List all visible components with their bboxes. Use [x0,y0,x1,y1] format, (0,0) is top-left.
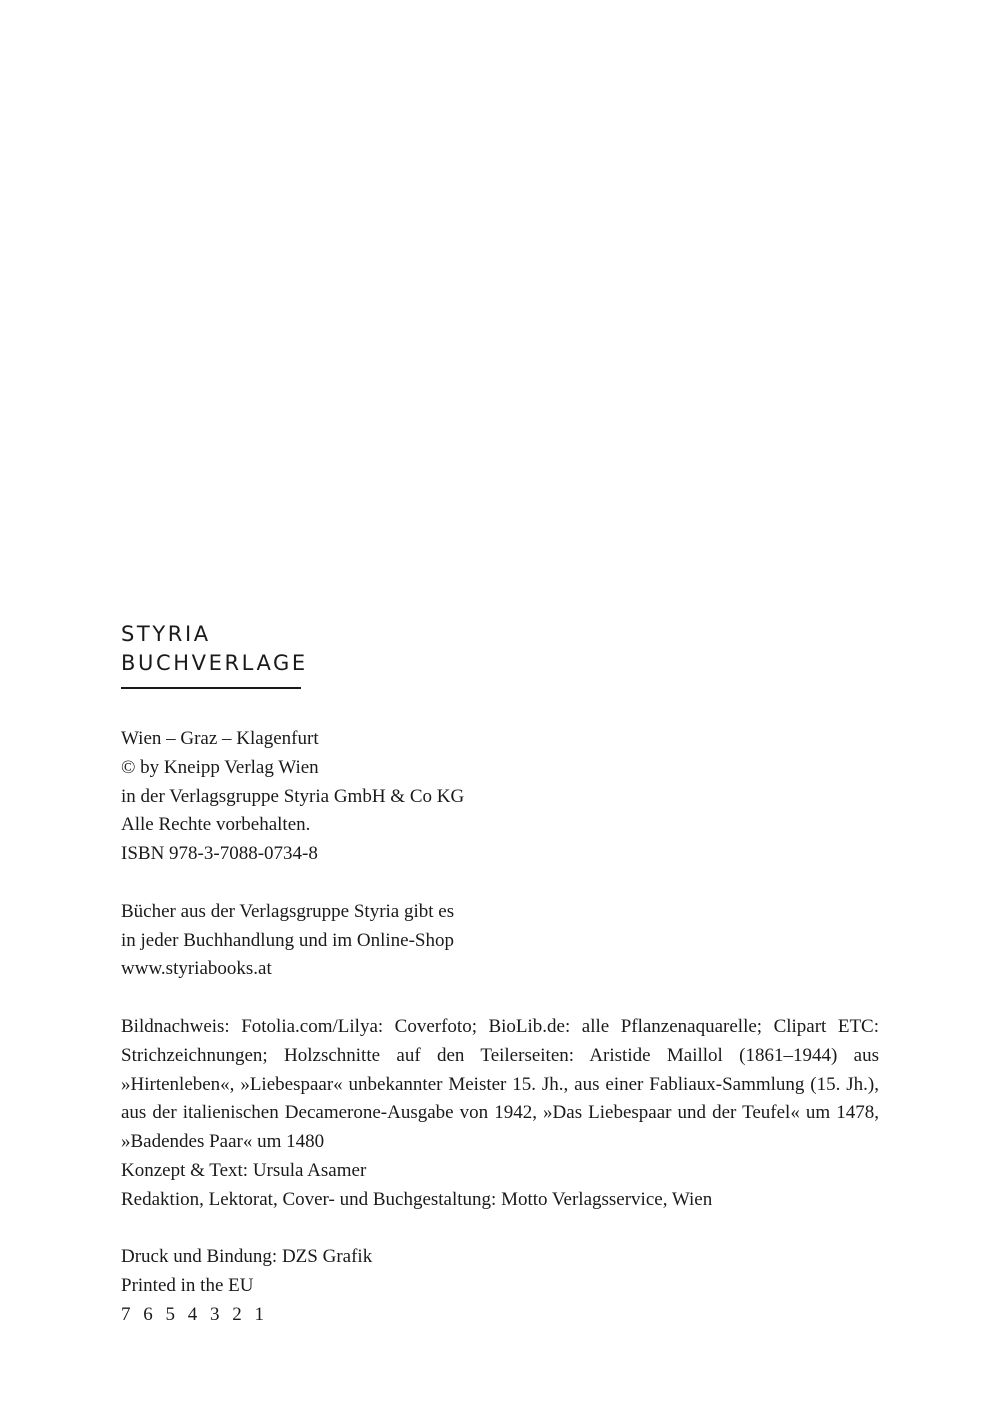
publisher-logo [121,620,881,689]
publisher-group-line: in der Verlagsgruppe Styria GmbH & Co KG [121,785,465,807]
shop-line-2: in jeder Buchhandlung und im Online-Shop [121,929,454,951]
printed-in-line: Printed in the EU [121,1275,254,1297]
logo-line-1: STYRIA [121,622,211,646]
isbn-line: ISBN 978-3-7088-0734-8 [121,843,318,865]
address-block [121,725,881,869]
print-block [121,1243,881,1329]
logo-line-2: BUCHVERLAGE [121,651,308,675]
imprint-page [121,620,881,1330]
shop-info-block [121,898,881,984]
credits-block [121,1013,881,1215]
print-run-numbers: 7 6 5 4 3 2 1 [121,1303,268,1325]
logo-underline [121,687,301,689]
concept-credit: Konzept & Text: Ursula Asamer [121,1159,367,1181]
rights-line: Alle Rechte vorbehalten. [121,814,311,836]
shop-line-1: Bücher aus der Verlagsgruppe Styria gibt es [121,900,455,922]
image-credits: Bildnachweis: Fotolia.com/Lilya: Coverfoto; BioLib.de: alle Pflanzenaquarelle; Clipart ETC: Strichzeichnungen; Holzschnitte auf den Teilerseiten: Aristide Maillol (1861–1944) aus »Hirtenleben«, »Liebespaar« unbekannter Meister 15. Jh., aus einer Fabliaux-Sammlung (15. Jh.), aus der italienischen Decamerone-Ausgabe von 1942, »Das Liebespaar und der Teufel« um 1478, »Badendes Paar« um 1480 [121,1015,879,1153]
cities-line: Wien – Graz – Klagenfurt [121,728,319,749]
editorial-credit: Redaktion, Lektorat, Cover- und Buchgestaltung: Motto Verlagsservice, Wien [121,1188,713,1210]
printing-line: Druck und Bindung: DZS Grafik [121,1246,373,1268]
shop-url: www.styriabooks.at [121,958,272,980]
copyright-line: © by Kneipp Verlag Wien [121,756,319,778]
